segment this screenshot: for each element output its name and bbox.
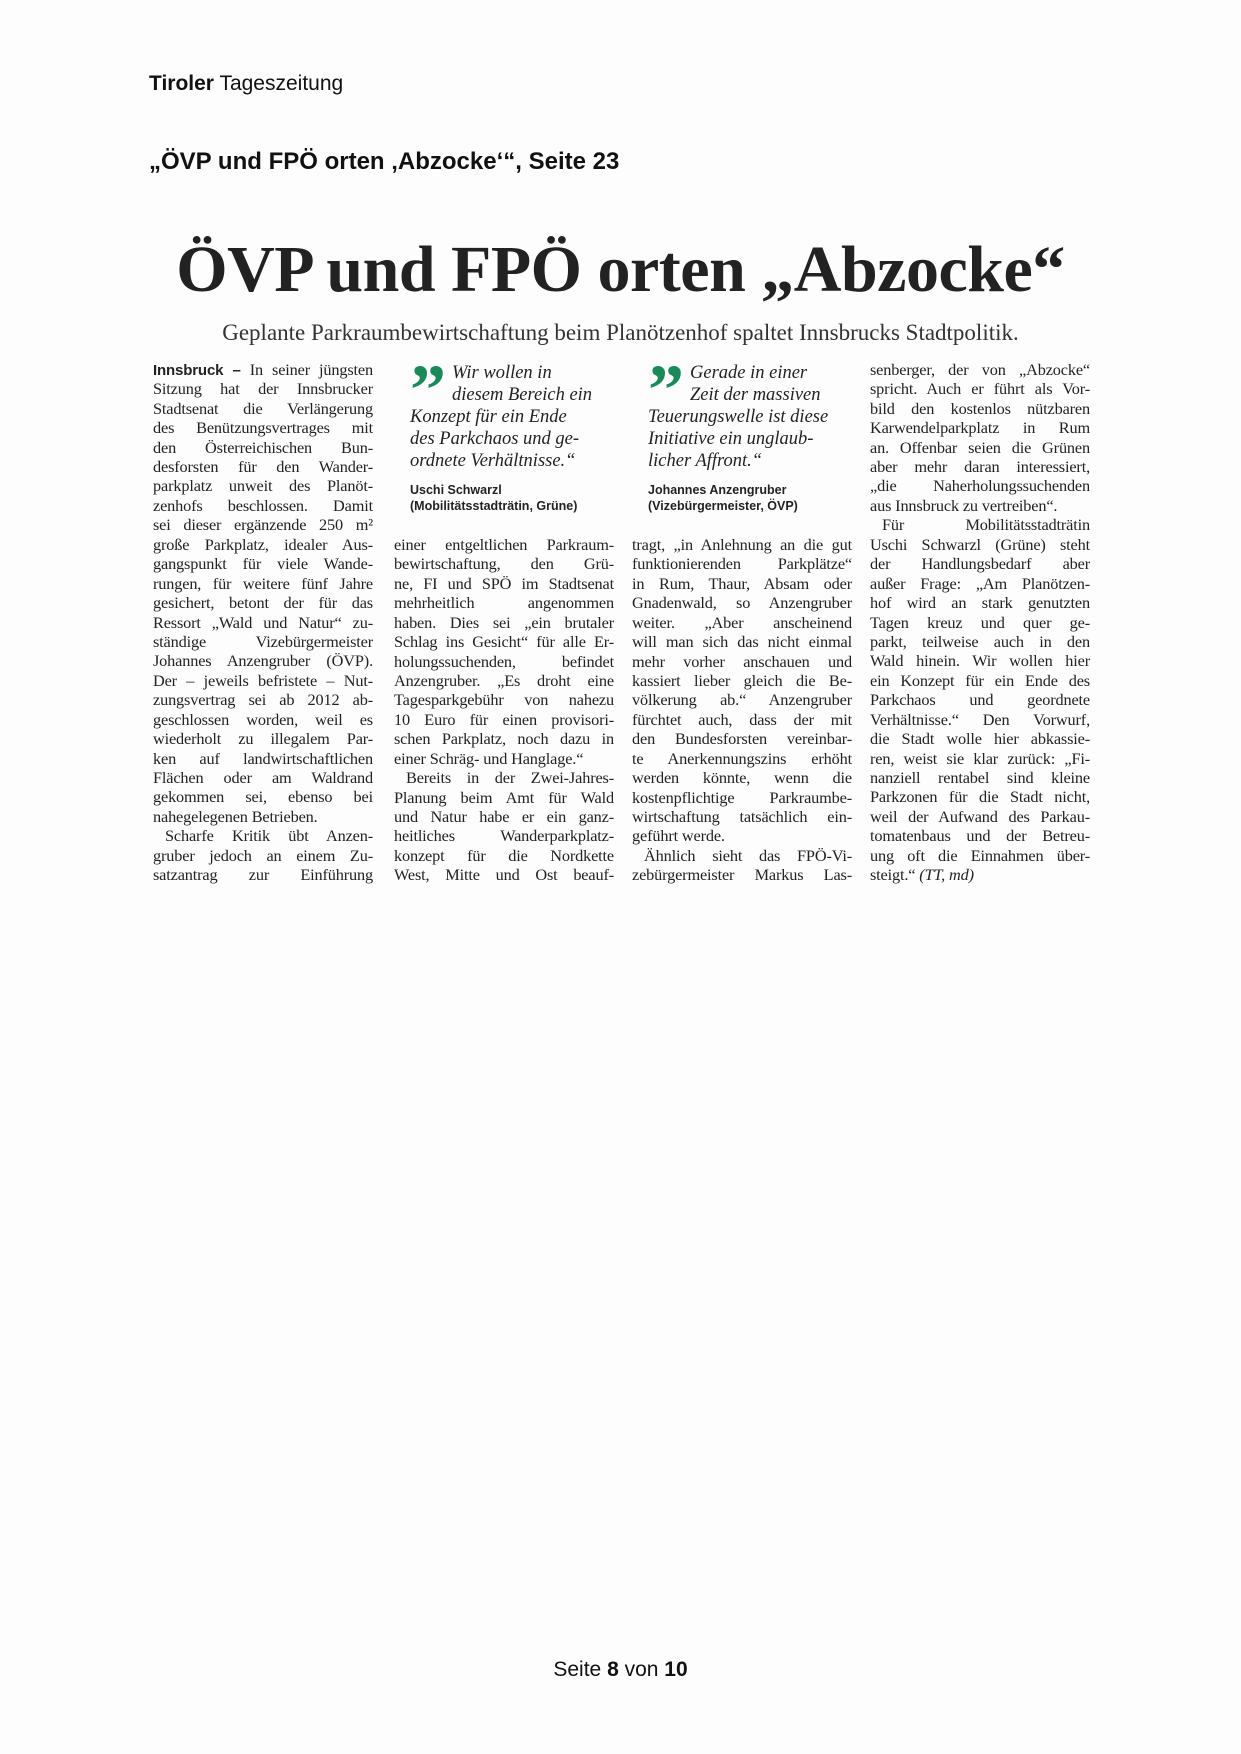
text-line: aber mehr daran interessiert, <box>870 457 1090 477</box>
quote-line: Wir wollen in <box>452 363 552 383</box>
text-line: und Natur habe er ein ganz- <box>394 807 614 827</box>
quote-mark-icon: ” <box>410 350 440 430</box>
text-line: gesichert, betont der für das <box>153 593 373 613</box>
text-line: ung oft die Einnahmen über- <box>870 845 1090 865</box>
text-line: in Rum, Thaur, Absam oder <box>632 573 852 593</box>
quote-line: des Parkchaos und ge- <box>410 429 580 449</box>
text-line: sei dieser ergänzende 250 m² <box>153 515 373 535</box>
text-line: West, Mitte und Ost beauf- <box>394 865 614 885</box>
newspaper-name-bold: Tiroler <box>149 72 214 95</box>
text-line: große Parkplatz, idealer Aus- <box>153 534 373 554</box>
text-line: hof wird an stark genutzten <box>870 593 1090 613</box>
text-line: Ressort „Wald und Natur“ zu- <box>153 612 373 632</box>
pull-quote <box>410 350 630 514</box>
text-column <box>153 360 373 885</box>
newspaper-name-rest: Tageszeitung <box>219 72 344 95</box>
text-line: werden könnte, wenn die <box>632 768 852 788</box>
text-line: kassiert lieber gleich die Be- <box>632 670 852 690</box>
text-line: te Anerkennungszins erhöht <box>632 748 852 768</box>
text-line: völkerung ab.“ Anzengruber <box>632 690 852 710</box>
text-line: Anzengruber. „Es droht eine <box>394 670 614 690</box>
text-line: des Benützungsvertrages mit <box>153 418 373 438</box>
text-line: Schlag ins Gesicht“ für alle Er- <box>394 632 614 652</box>
quote-attribution <box>410 482 630 514</box>
text-line: die Stadt wolle hier abkassie- <box>870 729 1090 749</box>
page-footer <box>0 1658 1241 1682</box>
quote-line: Teuerungswelle ist diese <box>648 407 829 427</box>
quote-line: licher Affront.“ <box>648 451 763 471</box>
text-line: Scharfe Kritik übt Anzen- <box>165 826 373 846</box>
text-line: tragt, „in Anlehnung an die gut <box>632 534 852 554</box>
text-line: den Österreichischen Bun- <box>153 437 373 457</box>
current-page: 8 <box>607 1658 619 1681</box>
text-line: Stadtsenat die Verlängerung <box>153 398 373 418</box>
text-line: rungen, für weitere fünf Jahre <box>153 573 373 593</box>
text-line: Karwendelparkplatz in Rum <box>870 418 1090 438</box>
text-line: nanziell rentabel sind kleine <box>870 768 1090 788</box>
text-line: einer entgeltlichen Parkraum- <box>394 534 614 554</box>
text-line: gruber jedoch an einem Zu- <box>153 845 373 865</box>
text-line: funktionierenden Parkplätze“ <box>632 554 852 574</box>
quote-author: Uschi Schwarzl <box>410 483 502 497</box>
quote-author-role: (Vizebürgermeister, ÖVP) <box>648 499 798 513</box>
text-line: haben. Dies sei „ein brutaler <box>394 612 614 632</box>
text-line <box>153 360 373 379</box>
footer-middle: von <box>624 1658 659 1681</box>
quote-attribution <box>648 482 868 514</box>
text-column <box>394 535 614 885</box>
text-line-content: steigt.“ <box>870 865 916 885</box>
text-line: konzept für die Nordkette <box>394 845 614 865</box>
text-line: ken auf landwirtschaftlichen <box>153 748 373 768</box>
text-line: gangspunkt für viele Wande- <box>153 554 373 574</box>
text-line: Für Mobilitätsstadträtin <box>882 515 1090 535</box>
text-line: desforsten für den Wander- <box>153 457 373 477</box>
text-line: an. Offenbar seien die Grünen <box>870 437 1090 457</box>
quote-author: Johannes Anzengruber <box>648 483 787 497</box>
text-line: Flächen oder am Waldrand <box>153 768 373 788</box>
text-line: geschlossen worden, weil es <box>153 709 373 729</box>
text-line: zenhofs beschlossen. Damit <box>153 495 373 515</box>
text-line: Tagen kreuz und quer ge- <box>870 612 1090 632</box>
text-line: nahegelegenen Betrieben. <box>153 806 318 826</box>
text-column <box>870 360 1090 885</box>
quote-line: Initiative ein unglaub- <box>648 429 814 449</box>
text-line <box>870 865 1090 884</box>
text-line: mehrheitlich angenommen <box>394 593 614 613</box>
text-line: wirtschaftung tatsächlich ein- <box>632 807 852 827</box>
text-line: kostenpflichtige Parkraumbe- <box>632 787 852 807</box>
author-credit: (TT, md) <box>919 865 974 885</box>
article-reference-title: „ÖVP und FPÖ orten ‚Abzocke‘“, Seite 23 <box>149 148 620 175</box>
total-pages: 10 <box>664 1658 688 1681</box>
headline: ÖVP und FPÖ orten „Abzocke“ <box>176 233 1065 306</box>
quote-line: Konzept für ein Ende <box>410 407 567 427</box>
text-line: fürchtet auch, dass der mit <box>632 709 852 729</box>
text-line: „die Naherholungssuchenden <box>870 476 1090 496</box>
pull-quote <box>648 350 868 514</box>
text-line: ne, FI und SPÖ im Stadtsenat <box>394 573 614 593</box>
text-line: wiederholt zu illegalem Par- <box>153 729 373 749</box>
text-line: einer Schräg- und Hanglage.“ <box>394 748 584 768</box>
quote-author-role: (Mobilitätsstadträtin, Grüne) <box>410 499 578 513</box>
quote-line: ordnete Verhältnisse.“ <box>410 451 576 471</box>
text-line: ständige Vizebürgermeister <box>153 631 373 651</box>
text-line: zebürgermeister Markus Las- <box>632 865 852 885</box>
text-line: schen Parkplatz, noch dazu in <box>394 729 614 749</box>
text-column <box>632 535 852 885</box>
text-line-content: In seiner jüngsten <box>249 359 374 379</box>
text-line: der Handlungsbedarf aber <box>870 554 1090 574</box>
text-line: bild den kostenlos nützbaren <box>870 398 1090 418</box>
text-line: heitliches Wanderparkplatz- <box>394 826 614 846</box>
text-line: Parkzonen für die Stadt nicht, <box>870 787 1090 807</box>
footer-prefix: Seite <box>553 1658 602 1681</box>
subtitle: Geplante Parkraumbewirtschaftung beim Planötzenhof spaltet Innsbrucks Stadtpolitik. <box>222 320 1019 345</box>
text-line: Gnadenwald, so Anzengruber <box>632 593 852 613</box>
text-line: tomatenbaus und der Betreu- <box>870 826 1090 846</box>
quote-mark-icon: ” <box>648 350 678 430</box>
text-line: Bereits in der Zwei-Jahres- <box>406 768 614 788</box>
text-line: Verhältnisse.“ Den Vorwurf, <box>870 709 1090 729</box>
text-line: Uschi Schwarzl (Grüne) steht <box>870 534 1090 554</box>
text-line: spricht. Auch er führt als Vor- <box>870 379 1090 399</box>
text-line: Sitzung hat der Innsbrucker <box>153 379 373 399</box>
text-line: holungssuchenden, befindet <box>394 651 614 671</box>
text-line: den Bundesforsten vereinbar- <box>632 729 852 749</box>
text-line: 10 Euro für einen provisori- <box>394 709 614 729</box>
text-line: Ähnlich sieht das FPÖ-Vi- <box>644 845 852 865</box>
text-line: Johannes Anzengruber (ÖVP). <box>153 651 373 671</box>
text-line: außer Frage: „Am Planötzen- <box>870 573 1090 593</box>
quote-line: Zeit der massiven <box>690 385 821 405</box>
quote-line: diesem Bereich ein <box>452 385 593 405</box>
text-line: geführt werde. <box>632 826 725 846</box>
text-line: gekommen sei, ebenso bei <box>153 787 373 807</box>
text-line: weil der Aufwand des Parkau- <box>870 806 1090 826</box>
text-line: senberger, der von „Abzocke“ <box>870 359 1090 379</box>
text-line: parkt, teilweise auch in den <box>870 631 1090 651</box>
quote-line: Gerade in einer <box>690 363 808 383</box>
dateline: Innsbruck – <box>153 361 241 379</box>
text-line: Parkchaos und geordnete <box>870 690 1090 710</box>
text-line: Tagesparkgebühr von nahezu <box>394 690 614 710</box>
text-line: Planung beim Amt für Wald <box>394 787 614 807</box>
text-line: satzantrag zur Einführung <box>153 865 373 885</box>
text-line: bewirtschaftung, den Grü- <box>394 554 614 574</box>
text-line: zungsvertrag sei ab 2012 ab- <box>153 690 373 710</box>
text-line: parkplatz unweit des Planöt- <box>153 476 373 496</box>
text-line: aus Innsbruck zu vertreiben“. <box>870 495 1058 515</box>
newspaper-name <box>149 72 343 96</box>
text-line: Wald hinein. Wir wollen hier <box>870 651 1090 671</box>
text-line: mehr vorher anschauen und <box>632 651 852 671</box>
text-line: will man sich das nicht einmal <box>632 632 852 652</box>
text-line: ren, weist sie klar zurück: „Fi- <box>870 748 1090 768</box>
text-line: ein Konzept für ein Ende des <box>870 670 1090 690</box>
text-line: Der – jeweils befristete – Nut- <box>153 670 373 690</box>
text-line: weiter. „Aber anscheinend <box>632 612 852 632</box>
